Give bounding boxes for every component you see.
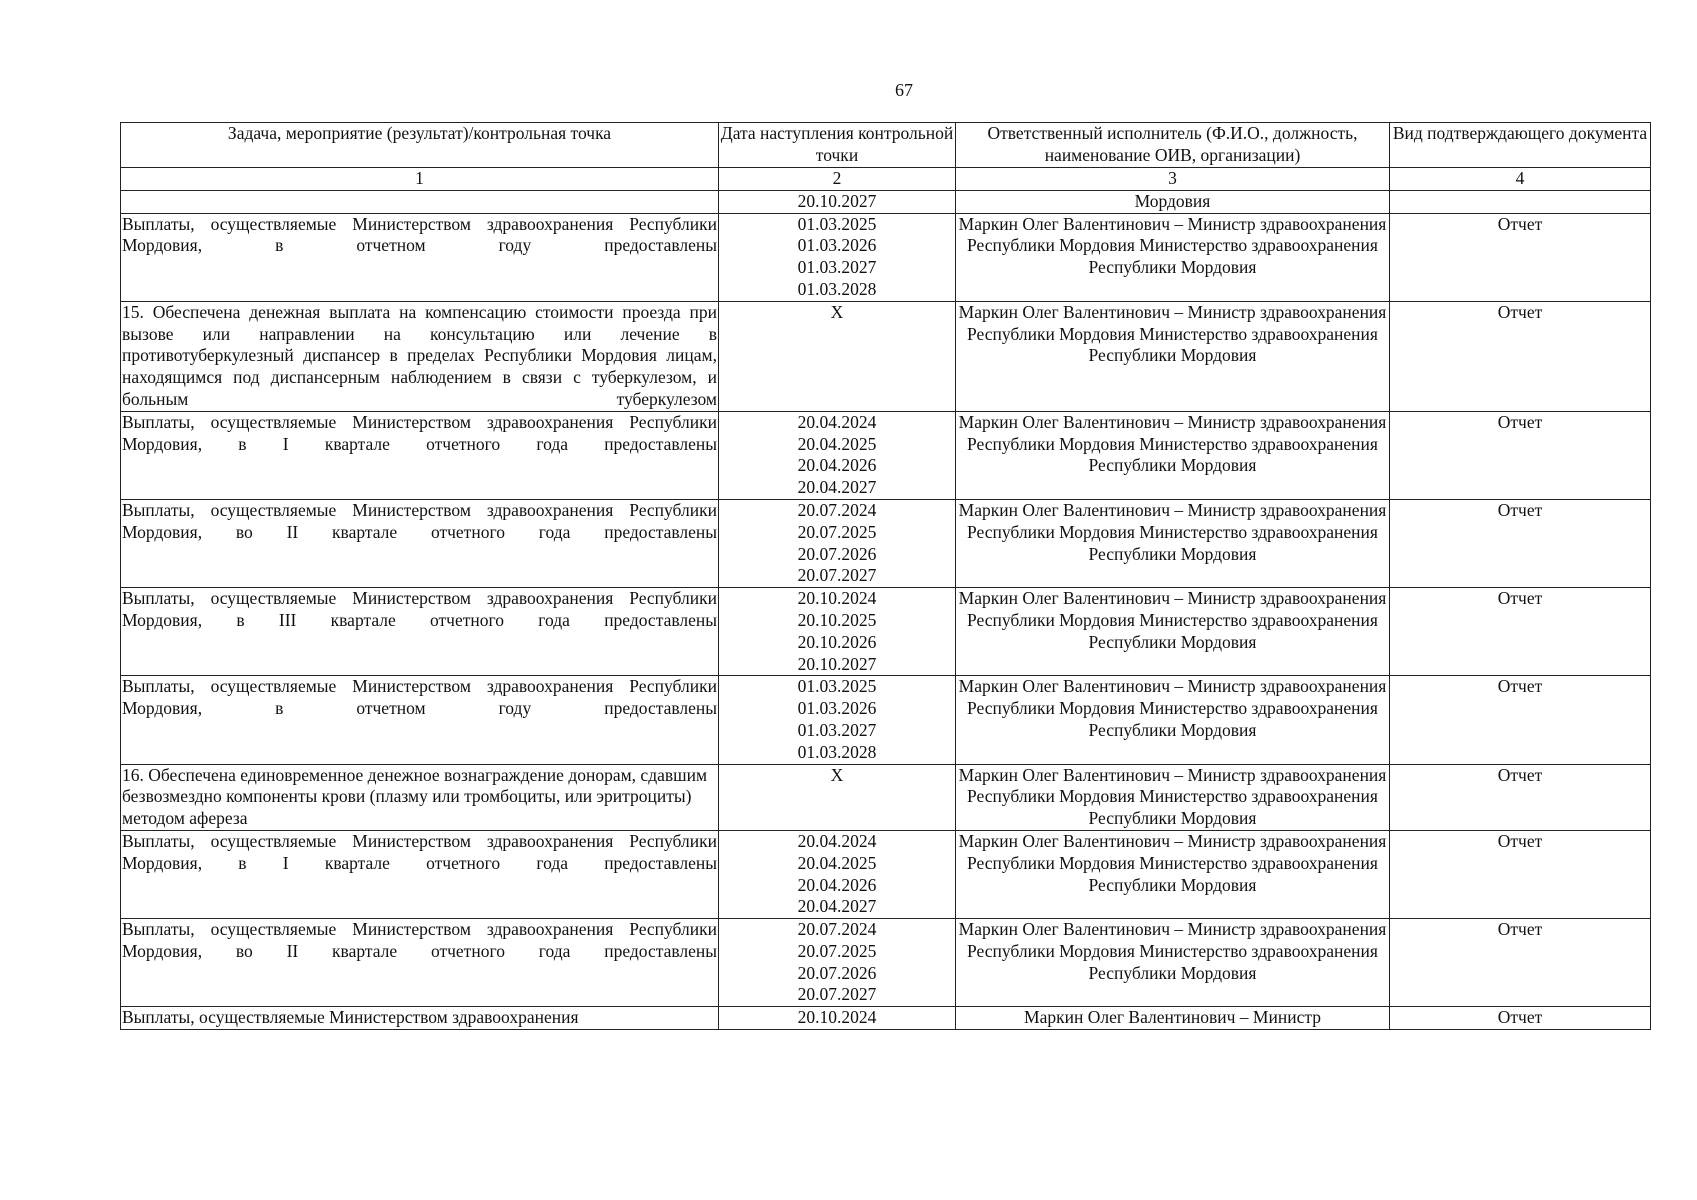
column-number: 1 — [121, 168, 719, 191]
control-date: 20.10.2026 — [797, 631, 877, 652]
document-cell — [1390, 190, 1651, 213]
control-date: 20.07.2026 — [797, 962, 877, 983]
responsible-cell: Маркин Олег Валентинович – Министр здравоохранения Республики Мордовия Министерство здравоохранения Республики Мордовия — [956, 499, 1390, 587]
task-cell: 16. Обеспечена единовременное денежное вознаграждение донорам, сдавшим безвозмездно компоненты крови (плазму или тромбоциты, или эритроциты) методом афереза — [121, 764, 719, 830]
control-date: 20.04.2026 — [797, 874, 877, 895]
task-cell: Выплаты, осуществляемые Министерством здравоохранения Республики Мордовия, в отчетном году предоставлены — [121, 213, 719, 301]
task-cell: Выплаты, осуществляемые Министерством здравоохранения Республики Мордовия, в отчетном году предоставлены — [121, 676, 719, 764]
control-date: 01.03.2025 — [797, 213, 877, 234]
document-cell: Отчет — [1390, 830, 1651, 918]
header-task: Задача, мероприятие (результат)/контрольная точка — [121, 123, 719, 168]
responsible-cell: Маркин Олег Валентинович – Министр здравоохранения Республики Мордовия Министерство здравоохранения Республики Мордовия — [956, 301, 1390, 411]
document-cell: Отчет — [1390, 676, 1651, 764]
date-cell — [719, 588, 956, 676]
date-cell — [719, 499, 956, 587]
control-points-table — [120, 122, 1651, 1030]
control-date: 20.04.2025 — [797, 852, 877, 873]
control-date: 01.03.2025 — [797, 676, 877, 697]
document-cell: Отчет — [1390, 588, 1651, 676]
control-date: 20.10.2024 — [797, 588, 877, 609]
table-row — [121, 764, 1651, 830]
document-cell: Отчет — [1390, 764, 1651, 830]
column-number: 4 — [1390, 168, 1651, 191]
date-cell — [719, 301, 956, 411]
table-row — [121, 1007, 1651, 1030]
control-date: 01.03.2027 — [797, 257, 877, 278]
control-date: 20.07.2024 — [797, 499, 877, 520]
date-cell — [719, 764, 956, 830]
responsible-cell: Маркин Олег Валентинович – Министр здравоохранения Республики Мордовия Министерство здравоохранения Республики Мордовия — [956, 588, 1390, 676]
control-date: 20.04.2025 — [797, 433, 877, 454]
column-number: 2 — [719, 168, 956, 191]
control-date: 20.07.2026 — [797, 543, 877, 564]
responsible-cell: Маркин Олег Валентинович – Министр здравоохранения Республики Мордовия Министерство здравоохранения Республики Мордовия — [956, 830, 1390, 918]
task-cell: Выплаты, осуществляемые Министерством здравоохранения — [121, 1007, 719, 1030]
responsible-cell: Маркин Олег Валентинович – Министр здравоохранения Республики Мордовия Министерство здравоохранения Республики Мордовия — [956, 213, 1390, 301]
control-date: Х — [830, 301, 844, 322]
table-row — [121, 190, 1651, 213]
control-date: 20.04.2027 — [797, 477, 877, 498]
responsible-cell: Маркин Олег Валентинович – Министр — [956, 1007, 1390, 1030]
table-row — [121, 411, 1651, 499]
document-cell: Отчет — [1390, 301, 1651, 411]
table-row — [121, 830, 1651, 918]
task-cell — [121, 190, 719, 213]
task-cell: Выплаты, осуществляемые Министерством здравоохранения Республики Мордовия, в I квартале отчетного года предоставлены — [121, 411, 719, 499]
table-row — [121, 499, 1651, 587]
control-date: 20.10.2025 — [797, 609, 877, 630]
date-cell — [719, 213, 956, 301]
table-row — [121, 588, 1651, 676]
control-date: 20.07.2025 — [797, 521, 877, 542]
task-cell: Выплаты, осуществляемые Министерством здравоохранения Республики Мордовия, во II квартале отчетного года предоставлены — [121, 499, 719, 587]
control-date: 01.03.2026 — [797, 698, 877, 719]
header-document: Вид подтверждающего документа — [1390, 123, 1651, 168]
control-date: 01.03.2026 — [797, 235, 877, 256]
responsible-cell: Маркин Олег Валентинович – Министр здравоохранения Республики Мордовия Министерство здравоохранения Республики Мордовия — [956, 764, 1390, 830]
control-date: 20.07.2025 — [797, 940, 877, 961]
date-cell — [719, 830, 956, 918]
table-row — [121, 301, 1651, 411]
control-date: 20.07.2027 — [797, 565, 877, 586]
date-cell — [719, 190, 956, 213]
task-cell: 15. Обеспечена денежная выплата на компенсацию стоимости проезда при вызове или направлении на консультацию или лечение в противотуберкулезный диспансер в пределах Республики Мордовия лицам, находящимся под диспансерным наблюдением в связи с туберкулезом, и больным туберкулезом — [121, 301, 719, 411]
document-cell: Отчет — [1390, 919, 1651, 1007]
control-date: 20.07.2024 — [797, 919, 877, 940]
page-number: 67 — [895, 80, 913, 100]
table-row — [121, 676, 1651, 764]
responsible-cell: Маркин Олег Валентинович – Министр здравоохранения Республики Мордовия Министерство здравоохранения Республики Мордовия — [956, 411, 1390, 499]
control-date: 20.04.2024 — [797, 830, 877, 851]
column-number-row — [121, 168, 1651, 191]
document-cell: Отчет — [1390, 213, 1651, 301]
document-cell: Отчет — [1390, 411, 1651, 499]
date-cell — [719, 411, 956, 499]
header-date: Дата наступления контрольной точки — [719, 123, 956, 168]
document-cell: Отчет — [1390, 499, 1651, 587]
date-cell — [719, 919, 956, 1007]
control-date: 01.03.2028 — [797, 741, 877, 762]
control-date: 20.04.2026 — [797, 455, 877, 476]
control-date: Х — [830, 764, 844, 785]
control-date: 20.10.2024 — [797, 1007, 877, 1028]
responsible-cell: Маркин Олег Валентинович – Министр здравоохранения Республики Мордовия Министерство здравоохранения Республики Мордовия — [956, 676, 1390, 764]
table-body — [121, 190, 1651, 1029]
responsible-cell: Маркин Олег Валентинович – Министр здравоохранения Республики Мордовия Министерство здравоохранения Республики Мордовия — [956, 919, 1390, 1007]
header-responsible: Ответственный исполнитель (Ф.И.О., должность, наименование ОИВ, организации) — [956, 123, 1390, 168]
control-date: 01.03.2027 — [797, 719, 877, 740]
task-cell: Выплаты, осуществляемые Министерством здравоохранения Республики Мордовия, в I квартале отчетного года предоставлены — [121, 830, 719, 918]
table-row — [121, 919, 1651, 1007]
header-row — [121, 123, 1651, 168]
responsible-cell: Мордовия — [956, 190, 1390, 213]
control-date: 20.07.2027 — [797, 984, 877, 1005]
control-date: 20.10.2027 — [797, 653, 877, 674]
control-date: 01.03.2028 — [797, 278, 877, 299]
task-cell: Выплаты, осуществляемые Министерством здравоохранения Республики Мордовия, в III квартале отчетного года предоставлены — [121, 588, 719, 676]
control-date: 20.04.2027 — [797, 896, 877, 917]
task-cell: Выплаты, осуществляемые Министерством здравоохранения Республики Мордовия, во II квартале отчетного года предоставлены — [121, 919, 719, 1007]
date-cell — [719, 1007, 956, 1030]
control-date: 20.04.2024 — [797, 411, 877, 432]
column-number: 3 — [956, 168, 1390, 191]
date-cell — [719, 676, 956, 764]
table-row — [121, 213, 1651, 301]
control-date: 20.10.2027 — [797, 190, 877, 211]
document-cell: Отчет — [1390, 1007, 1651, 1030]
